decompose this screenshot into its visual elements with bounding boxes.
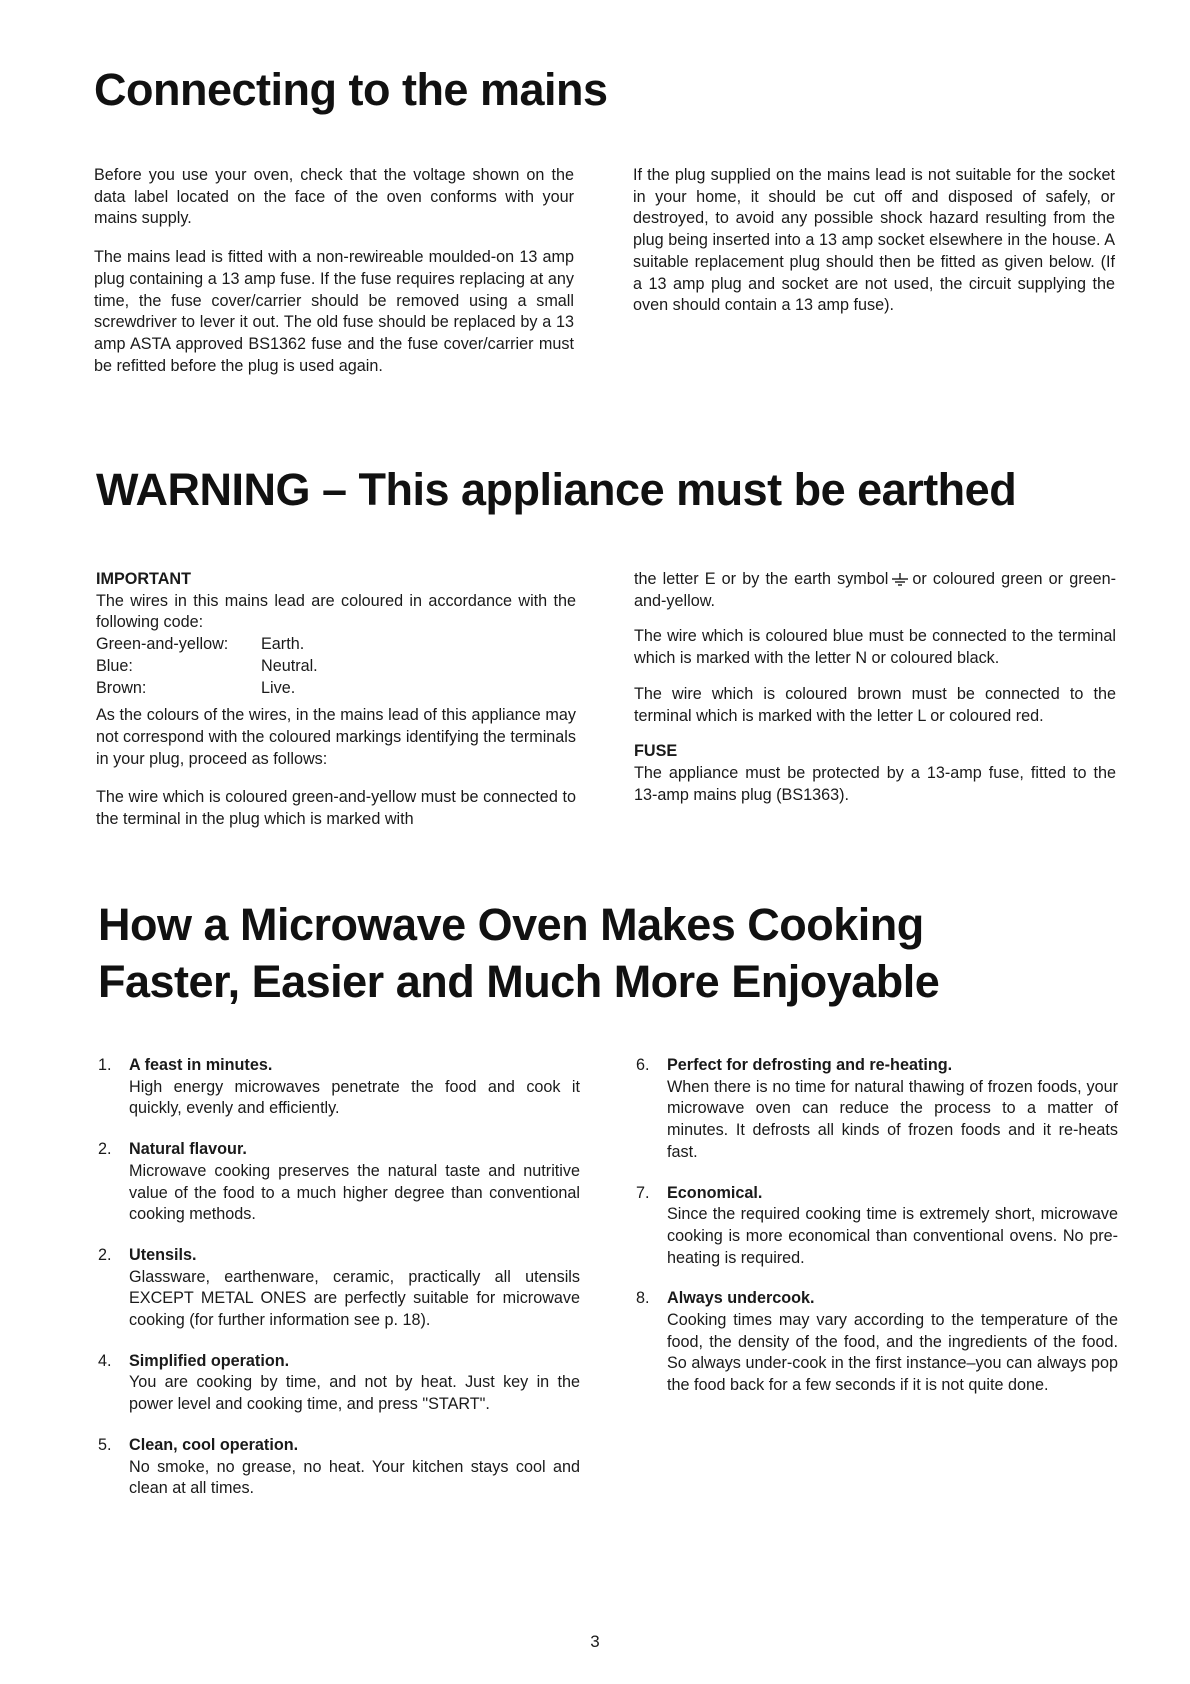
list-item: 1. A feast in minutes. High energy microwaves penetrate the food and cook it quickly, evenly and efficiently. [98,1056,580,1118]
wire-code-row: Green-and-yellow: Earth. [96,635,305,654]
mains-column-right [633,165,1115,334]
mains-paragraph: The mains lead is fitted with a non-rewireable moulded-on 13 amp plug containing a 13 amp fuse. If the fuse requires replacing at any time, the fuse cover/carrier should be removed using a small screwdriver to lever it out. The old fuse should be replaced by a 13 amp ASTA approved BS1362 fuse and the fuse cover/carrier must be refitted before the plug is used again. [94,248,574,375]
list-item: 2. Utensils. Glassware, earthenware, ceramic, practically all utensils EXCEPT METAL ONES are perfectly suitable for microwave cooking (for further information see p. 18). [98,1245,580,1330]
heading-how-microwave: How a Microwave Oven Makes Cooking Faster, Easier and Much More Enjoyable [98,899,940,1007]
warning-column-left [96,569,576,848]
mains-paragraph: If the plug supplied on the mains lead is not suitable for the socket in your home, it should be cut off and disposed of safely, or destroyed, to avoid any possible shock hazard resulting from the plug being inserted into a 13 amp socket elsewhere in the house. A suitable replacement plug should then be fitted as given below. (If a 13 amp plug and socket are not used, the circuit supplying the oven should contain a 13 amp fuse). [633,166,1115,315]
list-item: 2. Natural flavour. Microwave cooking preserves the natural taste and nutritive value of the food to a much higher degree than conventional cooking methods. [98,1140,580,1224]
wire-code-intro: The wires in this mains lead are coloured in accordance with the following code: [96,591,576,632]
brown-wire-paragraph: The wire which is coloured brown must be connected to the terminal which is marked with the letter L or coloured red. [634,684,1116,725]
list-item: 7. Economical. Since the required cooking time is extremely short, microwave cooking is more economical than conventional ovens. No pre-heating is required. [636,1183,1118,1267]
list-item: 6. Perfect for defrosting and re-heating. When there is no time for natural thawing of frozen foods, your microwave oven can reduce the process to a matter of minutes. It defrosts all kinds of frozen foods and it re-heats fast. [636,1056,1118,1161]
list-item: 4. Simplified operation. You are cooking by time, and not by heat. Just key in the power level and cooking time, and press "START". [98,1351,580,1414]
list-item: 8. Always undercook. Cooking times may vary according to the temperature of the food, the density of the food, and the ingredients of the food. So always under-cook in the first instance–you can always pop the food back for a few seconds if it is not quite done. [636,1289,1118,1395]
earth-symbol-icon [890,572,910,588]
mains-column-left [94,165,574,394]
important-label: IMPORTANT [96,570,192,588]
wire-code-row: Blue: Neutral. [96,656,318,675]
mains-paragraph: Before you use your oven, check that the voltage shown on the data label located on the face of the oven conforms with your mains supply. [94,166,574,228]
green-wire-paragraph: The wire which is coloured green-and-yellow must be connected to the terminal in the plug which is marked with [96,788,576,829]
warning-column-right [634,569,1116,806]
benefits-list-left [98,1055,580,1519]
blue-wire-paragraph: The wire which is coloured blue must be connected to the terminal which is marked with the letter N or coloured black. [634,627,1116,668]
fuse-paragraph: The appliance must be protected by a 13-amp fuse, fitted to the 13-amp mains plug (BS1363). [634,763,1116,804]
heading-connecting-mains: Connecting to the mains [94,64,608,115]
fuse-label: FUSE [634,742,678,761]
earth-paragraph: the letter E or by the earth symbol or coloured green or green-and-yellow. [634,570,1116,610]
list-item: 5. Clean, cool operation. No smoke, no grease, no heat. Your kitchen stays cool and clean at all times. [98,1435,580,1498]
colours-paragraph: As the colours of the wires, in the mains lead of this appliance may not correspond with the coloured markings identifying the terminals in your plug, proceed as follows: [96,706,576,768]
page-number: 3 [590,1632,600,1651]
heading-warning-earthed: WARNING – This appliance must be earthed [96,464,1017,515]
wire-code-row: Brown: Live. [96,678,296,697]
benefits-list-right [636,1055,1118,1416]
